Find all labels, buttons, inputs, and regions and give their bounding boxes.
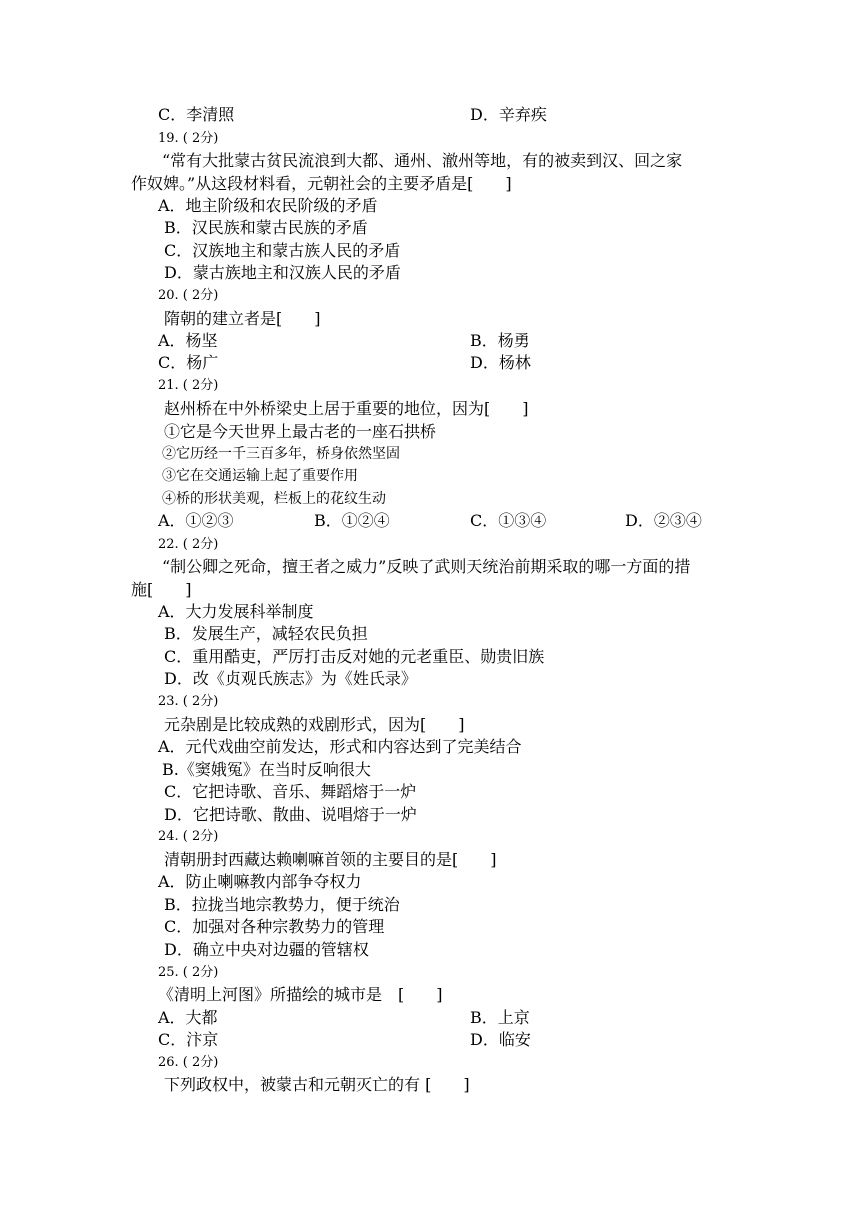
line-text: A．元代戏曲空前发达，形式和内容达到了完美结合 (158, 737, 522, 756)
text-line (158, 1052, 218, 1074)
line-text: A．大都 (158, 1008, 218, 1027)
line-text: D．确立中央对边疆的管辖权 (164, 940, 369, 959)
text-line (162, 556, 690, 578)
line-text: B.《窦娥冤》在当时反响很大 (162, 760, 371, 779)
option-right: B．上京 (470, 1008, 530, 1027)
line-text: C．李清照 (158, 105, 235, 124)
text-line (164, 308, 321, 330)
line-text: D．它把诗歌、散曲、说唱熔于一炉 (164, 805, 417, 824)
line-text: C．重用酷吏，严厉打击反对她的元老重臣、勋贵旧族 (164, 647, 545, 666)
line-text: 21. ( 2分) (158, 378, 219, 393)
line-text: A．杨坚 (158, 331, 218, 350)
text-line (158, 871, 362, 893)
text-line (162, 150, 682, 172)
text-line (131, 173, 512, 195)
line-text: 22. ( 2分) (158, 537, 219, 552)
text-line (158, 691, 218, 713)
line-text: 26. ( 2分) (158, 1055, 219, 1070)
q21-option-b: B．①②④ (314, 511, 390, 530)
line-text: 施[ ] (131, 580, 192, 599)
text-line (158, 984, 443, 1006)
option-right: D．临安 (470, 1030, 531, 1049)
line-text: “制公卿之死命，擅王者之威力”反映了武则天统治前期采取的哪一方面的措 (162, 557, 691, 576)
line-text: 20. ( 2分) (158, 288, 219, 303)
line-text: “常有大批蒙古贫民流浪到大都、通州、澈州等地，有的被卖到汉、回之家 (162, 151, 683, 170)
line-text: A．大力发展科举制度 (158, 602, 314, 621)
text-line (158, 962, 218, 984)
line-text: 23. ( 2分) (158, 694, 219, 709)
line-text: 赵州桥在中外桥梁史上居于重要的地位，因为[ ] (164, 399, 529, 418)
line-text: C．汉族地主和蒙古族人民的矛盾 (164, 241, 401, 260)
text-line (164, 262, 401, 284)
text-line (164, 623, 368, 645)
text-line (164, 894, 400, 916)
line-text: ④桥的形状美观，栏板上的花纹生动 (162, 491, 386, 507)
line-text: ②它历经一千三百多年，桥身依然坚固 (162, 446, 400, 462)
text-line (158, 736, 522, 758)
text-line (164, 804, 417, 826)
text-line (164, 1074, 470, 1096)
text-line (158, 601, 314, 623)
line-text: B．拉拢当地宗教势力，便于统治 (164, 895, 400, 914)
text-line (131, 579, 192, 601)
line-text: C．它把诗歌、音乐、舞蹈熔于一炉 (164, 782, 417, 801)
option-right: D．辛弃疾 (470, 105, 547, 124)
line-text: A．地主阶级和农民阶级的矛盾 (158, 196, 378, 215)
text-line (162, 759, 371, 781)
line-text: A．防止喇嘛教内部争夺权力 (158, 872, 362, 891)
text-line (164, 916, 384, 938)
text-line (164, 939, 369, 961)
line-text: 元杂剧是比较成熟的戏剧形式，因为[ ] (164, 715, 465, 734)
option-right: D．杨林 (470, 353, 531, 372)
line-text: C．汴京 (158, 1030, 219, 1049)
line-text: ①它是今天世界上最古老的一座石拱桥 (164, 422, 437, 441)
line-text: B．发展生产，减轻农民负担 (164, 624, 368, 643)
text-line (164, 714, 465, 736)
text-line (164, 668, 417, 690)
text-line (158, 285, 218, 307)
text-line (158, 826, 218, 848)
line-text: 隋朝的建立者是[ ] (164, 309, 321, 328)
line-text: C．加强对各种宗教势力的管理 (164, 917, 385, 936)
line-text: 19. ( 2分) (158, 131, 219, 146)
text-line (158, 128, 218, 150)
option-right: B．杨勇 (470, 331, 530, 350)
line-text: D．蒙古族地主和汉族人民的矛盾 (164, 263, 401, 282)
text-line (164, 217, 368, 239)
text-line (164, 398, 529, 420)
q21-option-a: A．①②③ (158, 511, 234, 530)
line-text: D．改《贞观氏族志》为《姓氏录》 (164, 669, 417, 688)
text-line (164, 781, 416, 803)
text-line (164, 849, 497, 871)
text-line (158, 375, 218, 397)
text-line (162, 443, 400, 465)
q21-option-d: D．②③④ (625, 511, 702, 530)
q21-option-c: C．①③④ (470, 511, 547, 530)
line-text: 24. ( 2分) (158, 829, 219, 844)
text-line (158, 195, 378, 217)
line-text: B．汉民族和蒙古民族的矛盾 (164, 218, 368, 237)
line-text: C．杨广 (158, 353, 219, 372)
line-text: 25. ( 2分) (158, 965, 219, 980)
text-line (164, 421, 436, 443)
text-line (164, 240, 400, 262)
line-text: 清朝册封西藏达赖喇嘛首领的主要目的是[ ] (164, 850, 497, 869)
text-line (164, 646, 544, 668)
line-text: ③它在交通运输上起了重要作用 (162, 468, 358, 484)
text-line (158, 534, 218, 556)
line-text: 下列政权中，被蒙古和元朝灭亡的有 [ ] (164, 1075, 470, 1094)
line-text: 作奴婢。”从这段材料看，元朝社会的主要矛盾是[ ] (131, 174, 512, 193)
line-text: 《清明上河图》所描绘的城市是 [ ] (158, 985, 443, 1004)
text-line (162, 465, 358, 487)
text-line (162, 488, 386, 510)
